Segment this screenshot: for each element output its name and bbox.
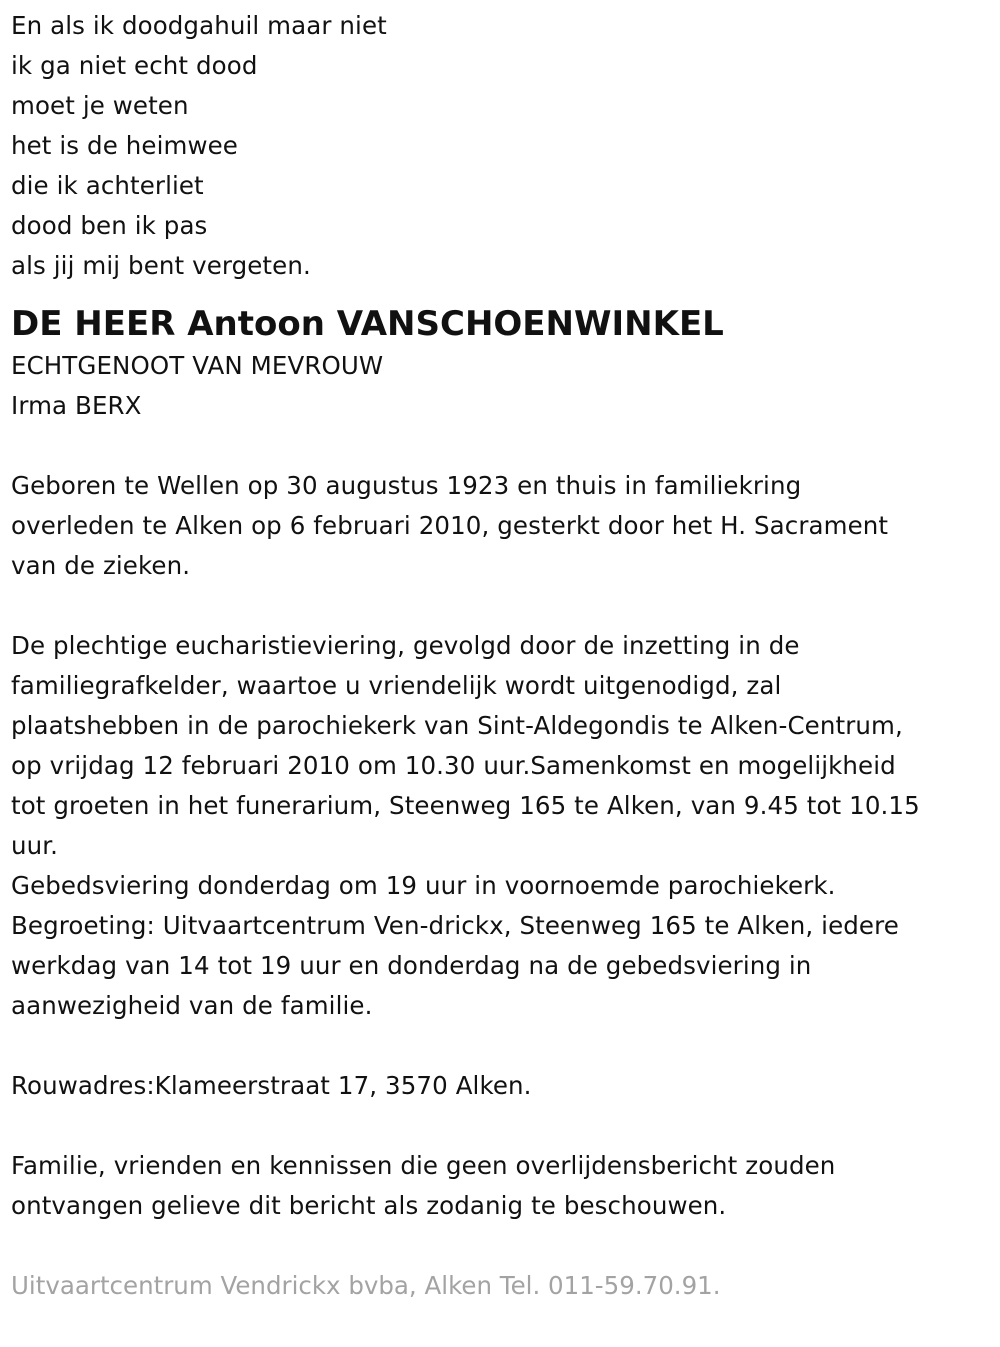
birth-death-paragraph xyxy=(11,466,1000,586)
paragraph-line: De plechtige eucharistieviering, gevolgd door de inzetting in de xyxy=(11,631,800,660)
paragraph-line: op vrijdag 12 februari 2010 om 10.30 uur.Samenkomst en mogelijkheid xyxy=(11,751,896,780)
poem-line: dood ben ik pas xyxy=(11,211,208,240)
ceremony-paragraph xyxy=(11,626,1000,1026)
deceased-name: DE HEER Antoon VANSCHOENWINKEL xyxy=(11,304,724,344)
paragraph-line: overleden te Alken op 6 februari 2010, gesterkt door het H. Sacrament xyxy=(11,511,889,540)
poem-line: ik ga niet echt dood xyxy=(11,51,258,80)
paragraph-line: tot groeten in het funerarium, Steenweg 165 te Alken, van 9.45 tot 10.15 xyxy=(11,791,920,820)
spacer xyxy=(11,1026,1000,1066)
spacer xyxy=(11,586,1000,626)
poem-line: als jij mij bent vergeten. xyxy=(11,251,311,280)
mourning-address: Rouwadres:Klameerstraat 17, 3570 Alken. xyxy=(11,1071,532,1100)
paragraph-line: Gebedsviering donderdag om 19 uur in voornoemde parochiekerk. xyxy=(11,871,836,900)
poem xyxy=(11,6,1000,286)
paragraph-line: uur. xyxy=(11,831,59,860)
paragraph-line: werkdag van 14 tot 19 uur en donderdag na de gebedsviering in xyxy=(11,951,812,980)
spacer xyxy=(11,1106,1000,1146)
spacer xyxy=(11,426,1000,466)
notice-paragraph xyxy=(11,1146,1000,1226)
poem-line: die ik achterliet xyxy=(11,171,204,200)
paragraph-line: Geboren te Wellen op 30 augustus 1923 en thuis in familiekring xyxy=(11,471,802,500)
paragraph-line: familiegrafkelder, waartoe u vriendelijk wordt uitgenodigd, zal xyxy=(11,671,782,700)
funeral-home-footer: Uitvaartcentrum Vendrickx bvba, Alken Tel. 011-59.70.91. xyxy=(11,1271,721,1300)
paragraph-line: Begroeting: Uitvaartcentrum Ven-drickx, Steenweg 165 te Alken, iedere xyxy=(11,911,899,940)
paragraph-line: Familie, vrienden en kennissen die geen overlijdensbericht zouden xyxy=(11,1151,836,1180)
paragraph-line: ontvangen gelieve dit bericht als zodanig te beschouwen. xyxy=(11,1191,727,1220)
poem-line: En als ik doodgahuil maar niet xyxy=(11,11,387,40)
spouse-name: Irma BERX xyxy=(11,391,142,420)
relation-line: ECHTGENOOT VAN MEVROUW xyxy=(11,351,384,380)
poem-line: het is de heimwee xyxy=(11,131,238,160)
poem-line: moet je weten xyxy=(11,91,189,120)
paragraph-line: aanwezigheid van de familie. xyxy=(11,991,373,1020)
paragraph-line: plaatshebben in de parochiekerk van Sint-Aldegondis te Alken-Centrum, xyxy=(11,711,903,740)
paragraph-line: van de zieken. xyxy=(11,551,191,580)
